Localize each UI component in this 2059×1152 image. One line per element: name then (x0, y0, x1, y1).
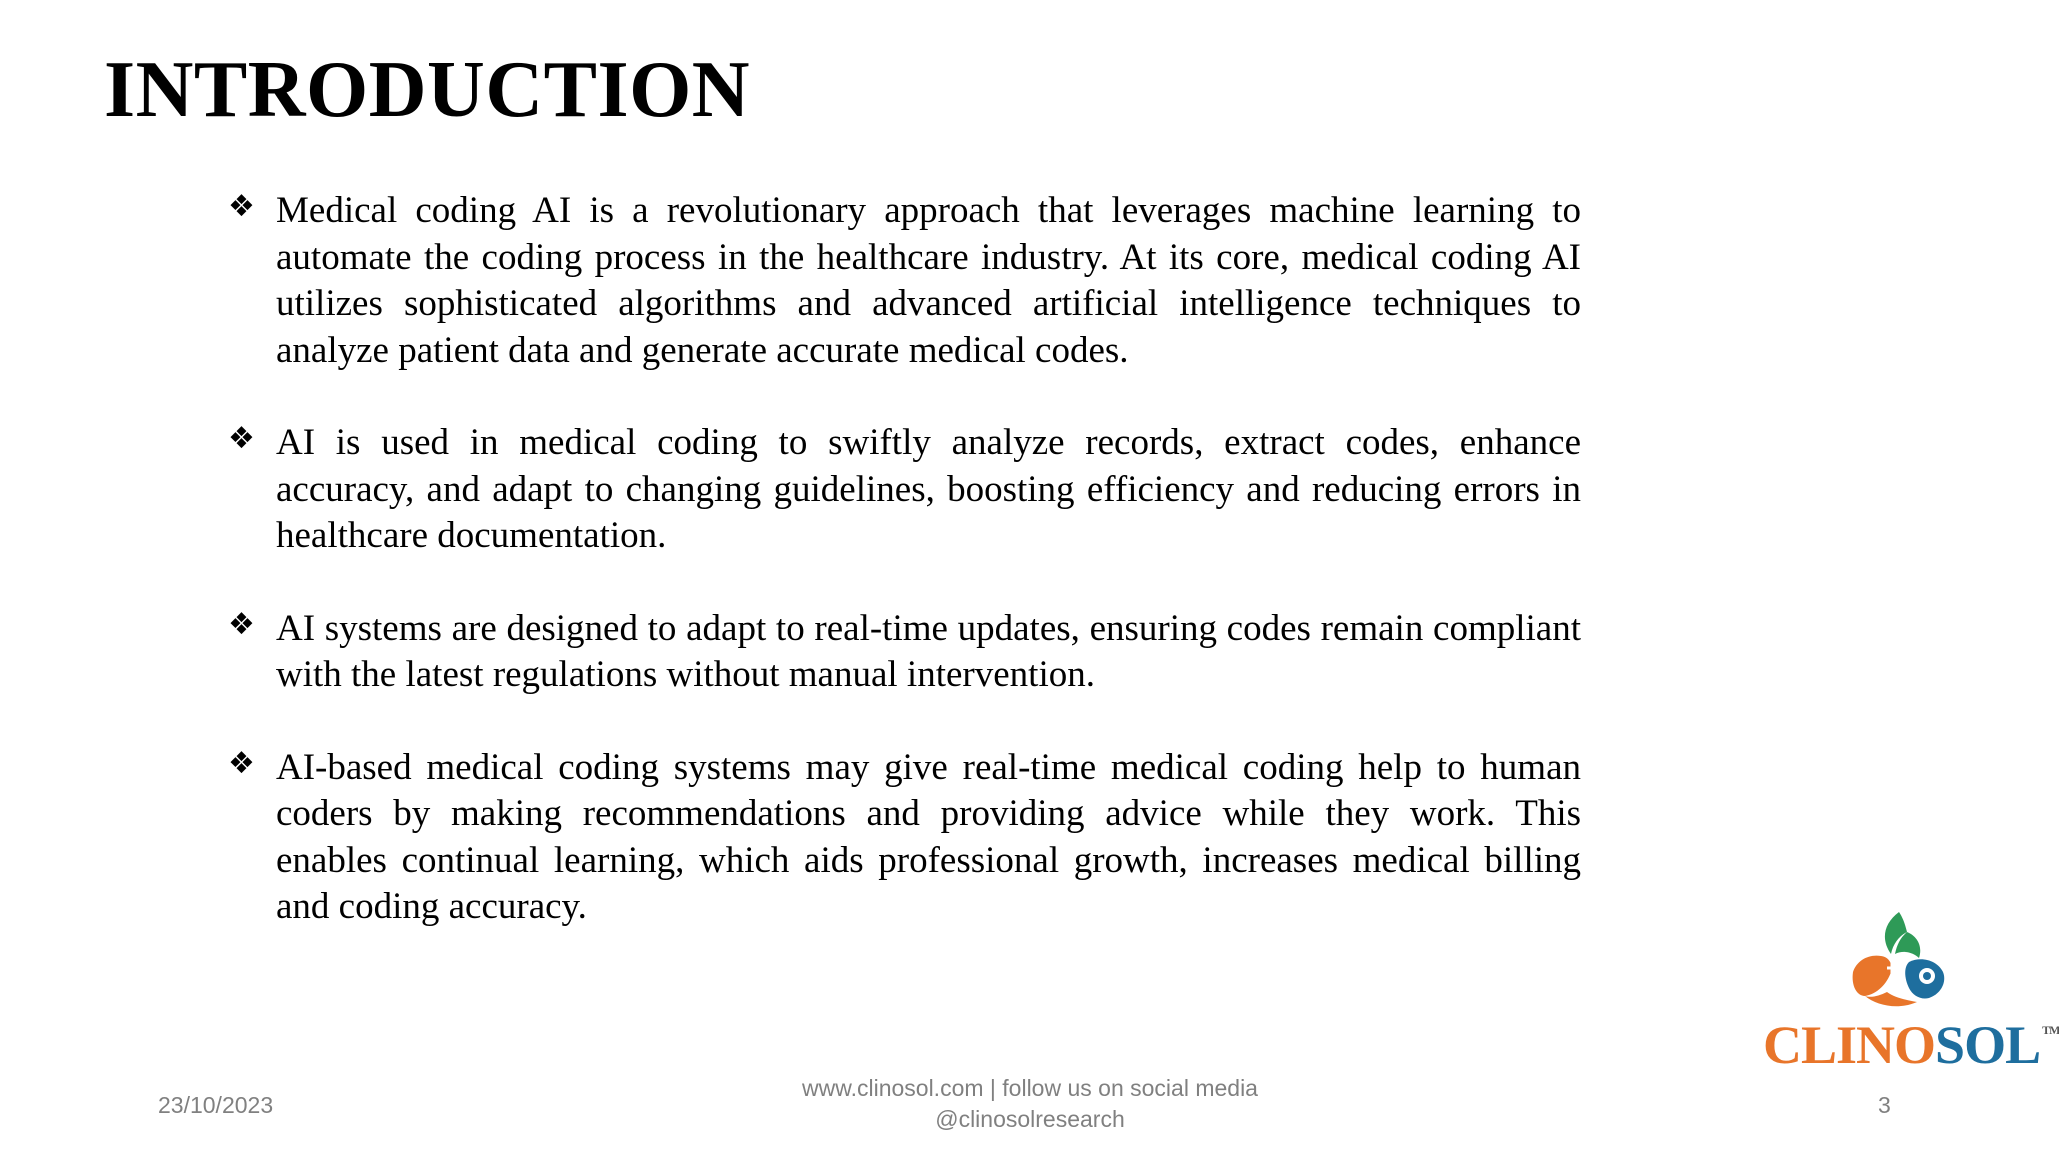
footer-website (680, 1073, 1380, 1135)
diamond-bullet-icon: ❖ (228, 189, 255, 224)
bullet-text: AI systems are designed to adapt to real-time updates, ensuring codes remain compliant with the latest regulations without manual intervention. (276, 607, 1581, 695)
bullet-list (228, 188, 1581, 977)
bullet-item (228, 420, 1581, 560)
footer-date: 23/10/2023 (158, 1092, 274, 1118)
bullet-item (228, 188, 1581, 374)
slide-title: INTRODUCTION (104, 46, 751, 134)
bullet-item (228, 745, 1581, 931)
bullet-text: Medical coding AI is a revolutionary approach that leverages machine learning to automate the coding process in the healthcare industry. At its core, medical coding AI utilizes sophisticated algorithms and advanced artificial intelligence techniques to analyze patient data and generate accurate medical codes. (276, 190, 1581, 371)
bullet-text: AI is used in medical coding to swiftly analyze records, extract codes, enhance accuracy, and adapt to changing guidelines, boosting efficiency and reducing errors in healthcare documentation. (276, 422, 1581, 556)
footer-social-handle: @clinosolresearch (935, 1106, 1125, 1132)
bullet-item (228, 606, 1581, 699)
diamond-bullet-icon: ❖ (228, 745, 255, 781)
bullet-text: AI-based medical coding systems may give real-time medical coding help to human coders by making recommendations and providing advice while they work. This enables continual learning, which aids professional growth, increases medical billing and coding accuracy. (276, 746, 1581, 927)
page-number: 3 (1878, 1092, 1891, 1118)
diamond-bullet-icon: ❖ (228, 421, 255, 456)
clinosol-logo (1755, 910, 2059, 1080)
clinosol-logo-wordmark: CLINOSOL ™ (1763, 1015, 2059, 1075)
footer-website-line: www.clinosol.com | follow us on social media (802, 1075, 1258, 1101)
diamond-bullet-icon: ❖ (228, 606, 255, 642)
clinosol-logo-icon (1847, 910, 1957, 1015)
